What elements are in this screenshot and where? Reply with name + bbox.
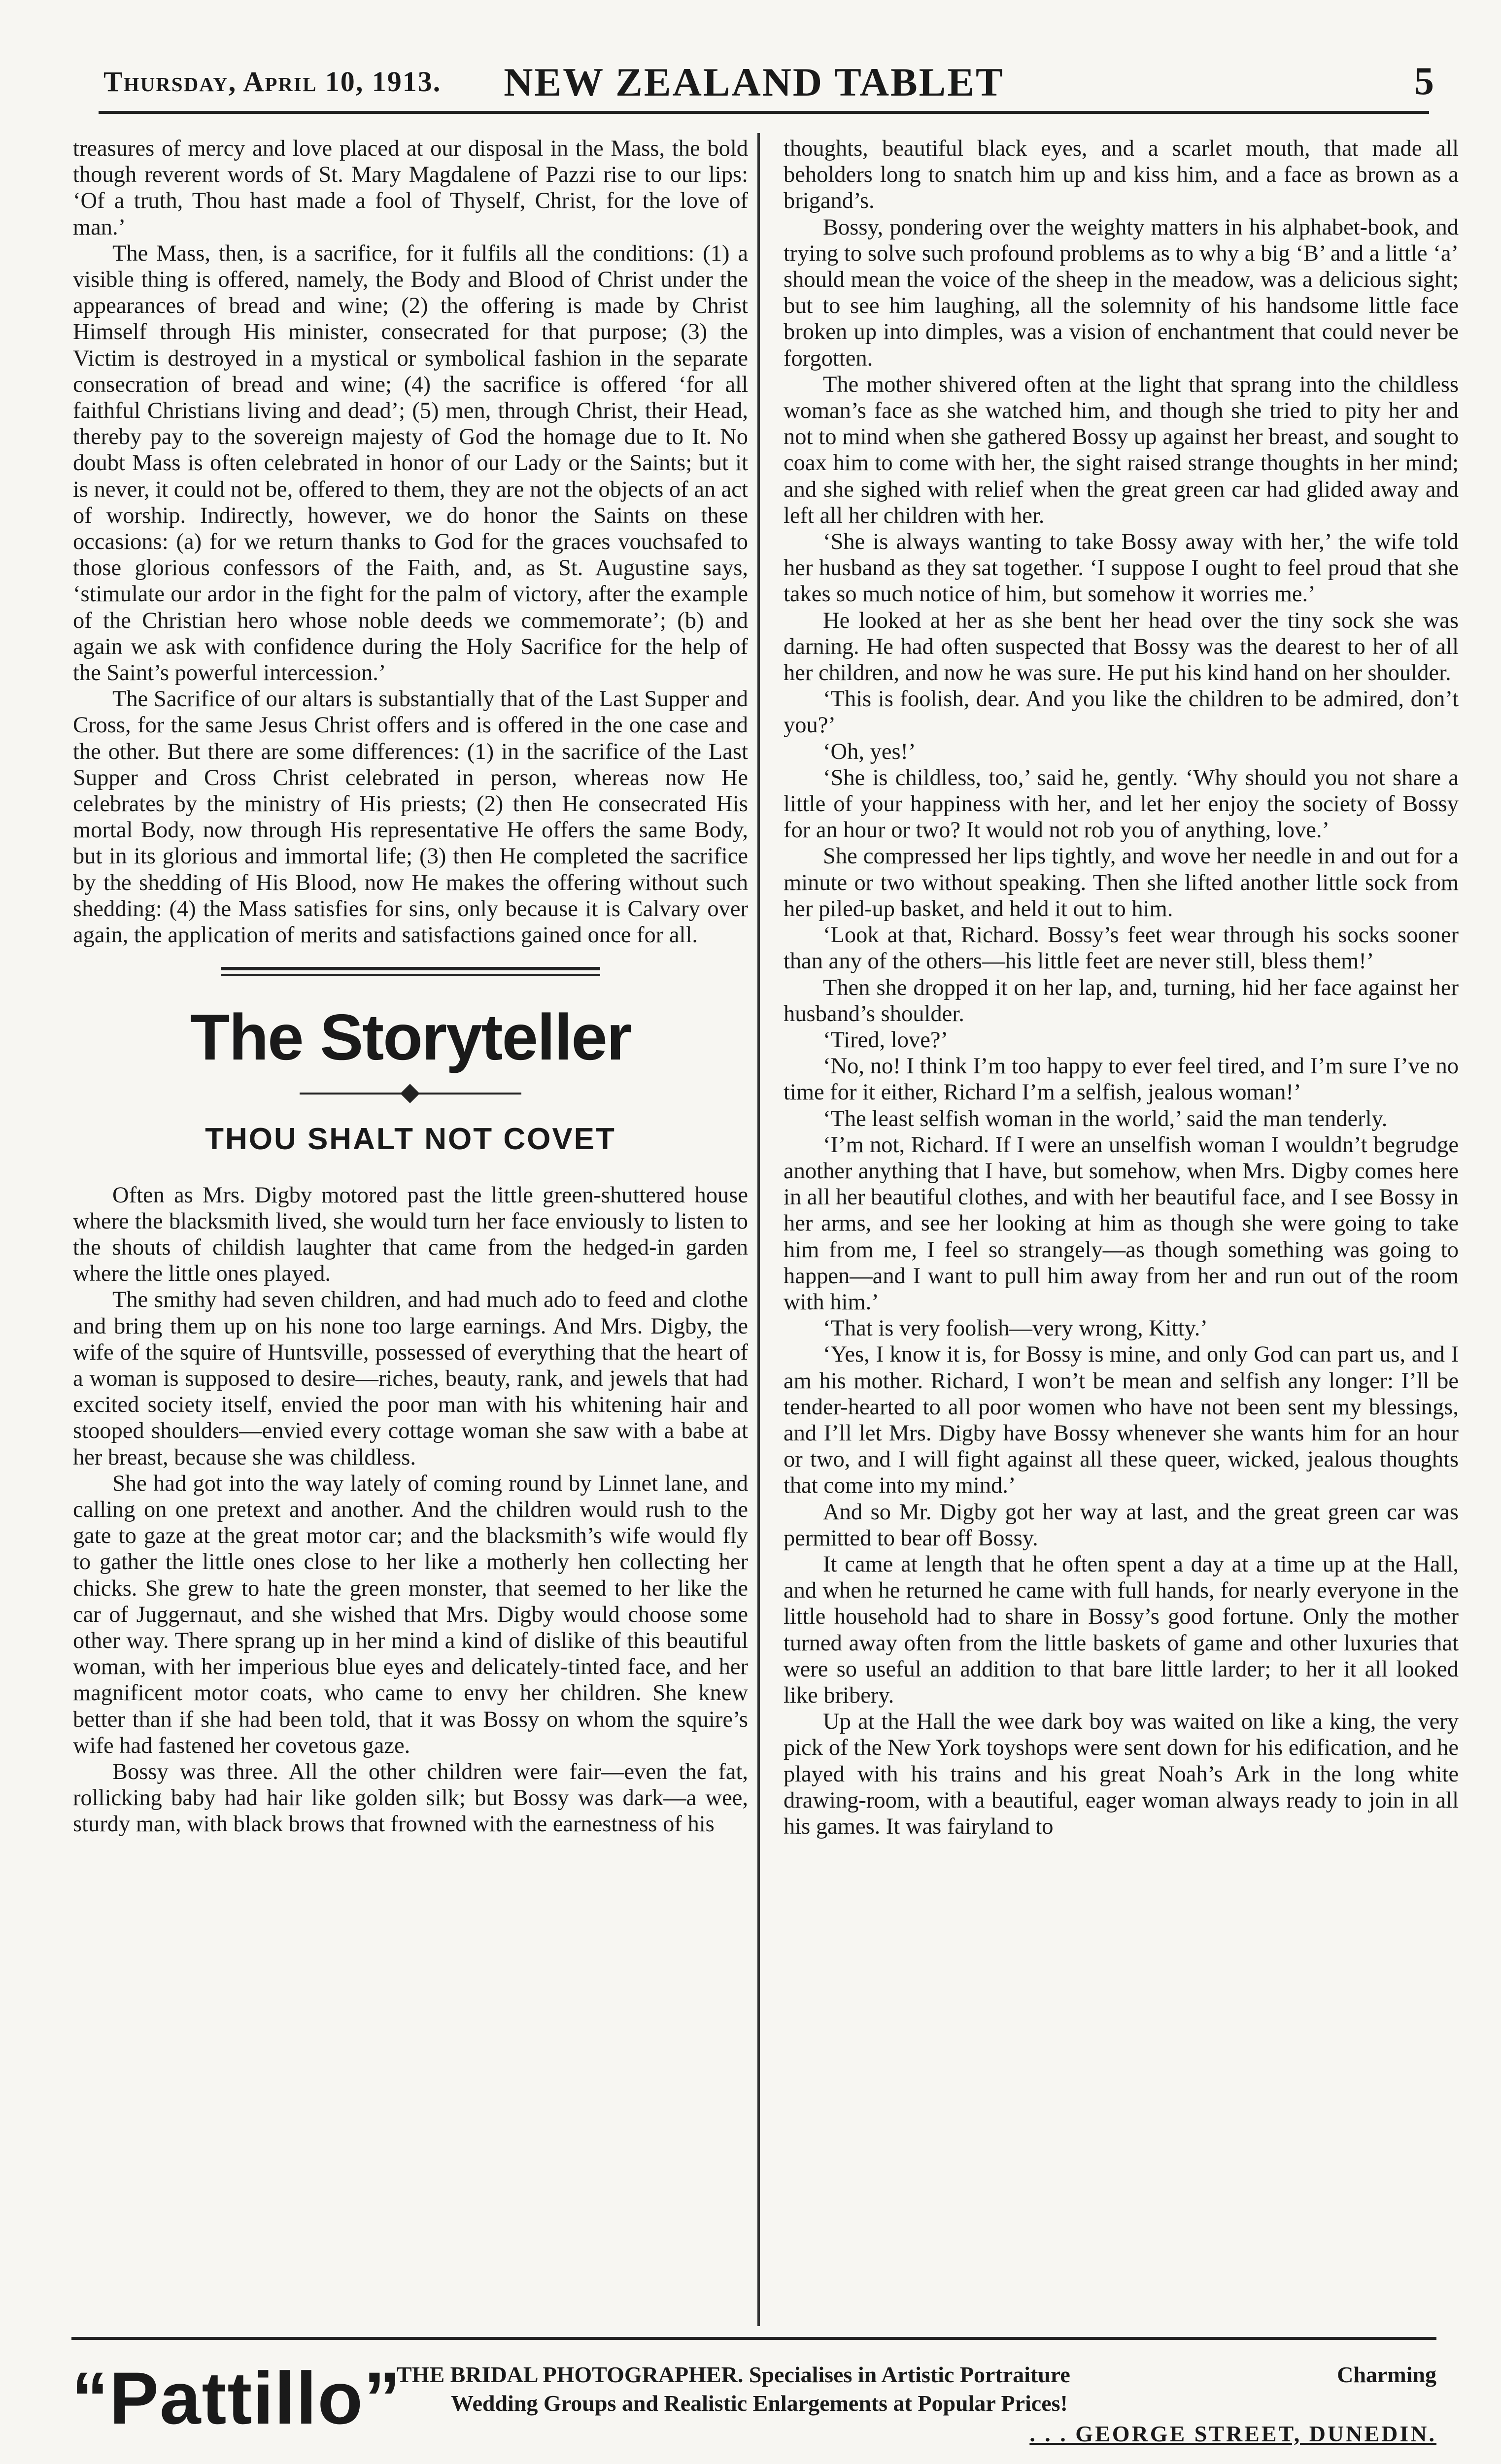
paragraph: The smithy had seven children, and had much ado to feed and clothe and bring them up on his none too large earnings. And Mrs. Digby, the wife of the squire of Huntsville, possessed of everything that the heart of a woman is supposed to desire—riches, beauty, rank, and jewels that had excited society itself, envied the poor man with his whitening hair and stooped shoulders—envied every cottage woman she saw with a babe at her breast, because she was childless.	[73, 1287, 748, 1470]
ad-line-2: Wedding Groups and Realistic Enlargements at Popular Prices!	[451, 2391, 1068, 2416]
paragraph: ‘She is childless, too,’ said he, gently. ‘Why should you not share a little of your happiness with her, and let her enjoy the society of Bossy for an hour or two? It would not rob you of anything, love.’	[784, 765, 1459, 843]
paragraph: The mother shivered often at the light that sprang into the childless woman’s face as she watched him, and though she tried to pity her and not to mind when she gathered Bossy up against her breast, and sought to coax him to come with her, the sight raised strange thoughts in her mind; and she sighed with relief when the great green car had glided away and left all her children with her.	[784, 372, 1459, 528]
paragraph: ‘No, no! I think I’m too happy to ever feel tired, and I’m sure I’ve no time for it either, Richard I’m a selfish, jealous woman!’	[784, 1054, 1459, 1105]
paragraph: ‘The least selfish woman in the world,’ said the man tenderly.	[823, 1106, 1388, 1131]
section-divider	[221, 967, 600, 970]
paragraph: Bossy was three. All the other children were fair—even the fat, rollicking baby had hair like golden silk; but Bossy was dark—a wee, sturdy man, with black brows that frowned with the earnestness of his	[73, 1759, 748, 1837]
ad-line-1	[397, 2361, 1436, 2388]
paragraph: And so Mr. Digby got her way at last, and the great green car was permitted to bear off Bossy.	[784, 1499, 1459, 1551]
paragraph: treasures of mercy and love placed at our disposal in the Mass, the bold though reverent words of St. Mary Magdalene of Pazzi rise to our lips: ‘Of a truth, Thou hast made a fool of Thyself, Christ, for the love of man.’	[73, 136, 748, 240]
paragraph: Often as Mrs. Digby motored past the little green-shuttered house where the blacksmith lived, she would turn her face enviously to listen to the shouts of childish laughter that came from the hedged-in garden where the little ones played.	[73, 1182, 748, 1287]
paragraph: The Sacrifice of our altars is substantially that of the Last Supper and Cross, for the same Jesus Christ offers and is offered in the one case and the other. But there are some differences: (1) in the sacrifice of the Last Supper and Cross Christ celebrated in person, whereas now He celebrates by the ministry of His priests; (2) then He consecrated His mortal Body, now through His representative He offers the same Body, but in its glorious and immortal life; (3) then He completed the sacrifice by the shedding of His Blood, now He makes the offering without such shedding: (4) the Mass satisfies for sins, only because it is Calvary over again, the application of merits and satisfactions gained once for all.	[73, 686, 748, 948]
paragraph: She had got into the way lately of coming round by Linnet lane, and calling on one pretext and another. And the children would rush to the gate to gaze at the great motor car; and the blacksmith’s wife would fly to gather the little ones close to her like a motherly hen collecting her chicks. She grew to hate the green monster, that seemed to her like the car of Juggernaut, and she wished that Mrs. Digby would choose some other way. There sprang up in her mind a kind of dislike of this beautiful woman, with her imperious blue eyes and delicately-tinted face, and her magnificent motor coats, who came to envy her children. She knew better than if she had been told, that it was Bossy on whom the squire’s wife had fastened her covetous gaze.	[73, 1471, 748, 1758]
left-column	[73, 136, 748, 2324]
section-heading: The Storyteller	[190, 1001, 631, 1074]
issue-date: Thursday, April 10, 1913.	[103, 66, 442, 98]
paragraph: Up at the Hall the wee dark boy was waited on like a king, the very pick of the New York toyshops were sent down for his edification, and he played with his trains and his great Noah’s Ark in the long white drawing-room, with a beautiful, eager woman always ready to join in all his games. It was fairyland to	[784, 1709, 1459, 1839]
masthead-title: NEW ZEALAND TABLET	[504, 60, 1004, 104]
paragraph: He looked at her as she bent her head over the tiny sock she was darning. He had often suspected that Bossy was the dearest to her of all her children, and now he was sure. He put his kind hand on her shoulder.	[784, 608, 1459, 686]
ad-line-1-text: THE BRIDAL PHOTOGRAPHER. Specialises in Artistic Portraiture	[397, 2362, 1070, 2387]
ad-line-1-right: Charming	[1337, 2362, 1436, 2387]
paragraph: thoughts, beautiful black eyes, and a scarlet mouth, that made all beholders long to snatch him up and kiss him, and a face as brown as a brigand’s.	[784, 136, 1459, 214]
right-column	[784, 136, 1459, 2324]
ad-brand: “Pattillo”	[71, 2357, 402, 2439]
paragraph: ‘Look at that, Richard. Bossy’s feet wear through his socks sooner than any of the others—his little feet are never still, bless them!’	[784, 923, 1459, 974]
paragraph: Bossy, pondering over the weighty matters in his alphabet-book, and trying to solve such profound problems as to why a big ‘B’ and a little ‘a’ should mean the voice of the sheep in the meadow, was a delicious sight; but to see him laughing, all the solemnity of his handsome little face broken up into dimples, was a vision of enchantment that could never be forgotten.	[784, 214, 1459, 371]
column-rule	[757, 133, 760, 2326]
page-header	[74, 54, 1434, 113]
ornament-divider	[73, 1084, 748, 1104]
section-divider-thin	[221, 974, 600, 976]
footer-advertisement	[71, 2346, 1436, 2459]
paragraph: ‘Yes, I know it is, for Bossy is mine, and only God can part us, and I am his mother. Richard, I won’t be mean and selfish any longer: I’ll be tender-hearted to all poor women who have not been sent my blessings, and I’ll let Mrs. Digby have Bossy whenever she wants him for an hour or two, and I will fight against all these queer, wicked, jealous thoughts that come into my mind.’	[784, 1342, 1459, 1499]
paragraph: ‘She is always wanting to take Bossy away with her,’ the wife told her husband as they sat together. ‘I suppose I ought to feel proud that she takes so much notice of him, but somehow it worries me.’	[784, 529, 1459, 607]
paragraph: The Mass, then, is a sacrifice, for it fulfils all the conditions: (1) a visible thing is offered, namely, the Body and Blood of Christ under the appearances of bread and wine; (2) the offering is made by Christ Himself through His minister, consecrated for that purpose; (3) the Victim is destroyed in a mystical or symbolical fashion in the separate consecration of bread and wine; (4) the sacrifice is offered ‘for all faithful Christians living and dead’; (5) men, through Christ, their Head, thereby pay to the sovereign majesty of God the homage due to It. No doubt Mass is often celebrated in honor of our Lady or the Saints; but it is never, it could not be, offered to them, they are not the objects of an act of worship. Indirectly, however, we do honor the Saints on these occasions: (a) for we return thanks to God for the graces vouchsafed to those glorious confessors of the Faith, and, as St. Augustine says, ‘stimulate our ardor in the fight for the palm of victory, after the example of the Christian hero whose noble deeds we commemorate’; (b) and again we ask with confidence during the Holy Sacrifice for the help of the Saint’s powerful intercession.’	[73, 240, 748, 686]
paragraph: ‘This is foolish, dear. And you like the children to be admired, don’t you?’	[784, 686, 1459, 738]
story-title: THOU SHALT NOT COVET	[205, 1122, 616, 1157]
page-number: 5	[1414, 60, 1434, 103]
paragraph: ‘That is very foolish—very wrong, Kitty.’	[823, 1316, 1208, 1341]
paragraph: It came at length that he often spent a day at a time up at the Hall, and when he returned he came with full hands, for nearly everyone in the little household had to share in Bossy’s good fortune. Only the mother turned away often from the little baskets of game and other luxuries that were so useful an addition to that bare little larder; to her it all looked like bribery.	[784, 1551, 1459, 1708]
paragraph: ‘I’m not, Richard. If I were an unselfish woman I wouldn’t begrudge another anything that I have, but somehow, when Mrs. Digby comes here in all her beautiful clothes, and with her beautiful face, and I see Bossy in her arms, and see her looking at him as though she were going to take him from me, I feel so strangely—as though something was going to happen—and I want to pull him away from her and run out of the room with him.’	[784, 1132, 1459, 1315]
header-rule	[99, 111, 1429, 114]
paragraph: ‘Tired, love?’	[823, 1027, 948, 1053]
paragraph: ‘Oh, yes!’	[823, 739, 916, 764]
paragraph: Then she dropped it on her lap, and, turning, hid her face against her husband’s shoulder.	[784, 975, 1459, 1027]
footer-rule	[71, 2337, 1436, 2340]
paragraph: She compressed her lips tightly, and wove her needle in and out for a minute or two without speaking. Then she lifted another little sock from her piled-up basket, and held it out to him.	[784, 844, 1459, 922]
ad-address: . . . GEORGE STREET, DUNEDIN.	[1029, 2421, 1436, 2446]
